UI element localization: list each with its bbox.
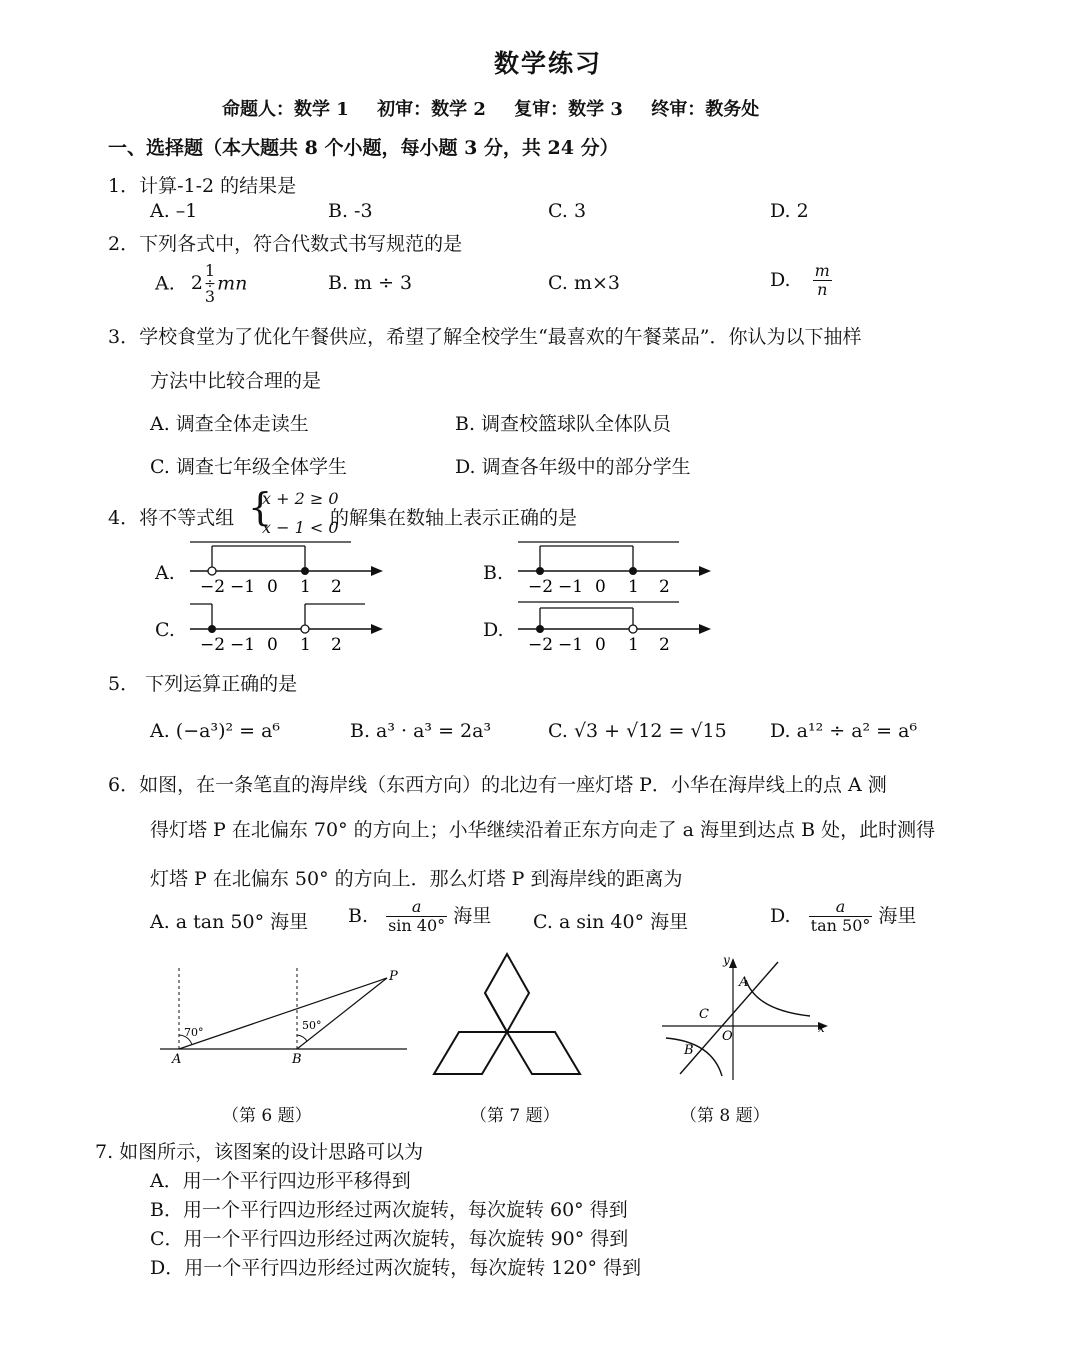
tick-label: −1 bbox=[230, 577, 256, 597]
q4-stem-post: 的解集在数轴上表示正确的是 bbox=[330, 507, 578, 529]
q3-option-b: B. 调查校篮球队全体队员 bbox=[455, 413, 672, 435]
q6-b-denominator: sin 40° bbox=[388, 916, 446, 936]
q5-option-b: B. a³ · a³ = 2a³ bbox=[350, 720, 492, 742]
author-final-review: 终审：教务处 bbox=[651, 99, 760, 120]
q1-option-d: D. 2 bbox=[770, 200, 809, 222]
q7-stem: 7. 如图所示，该图案的设计思路可以为 bbox=[95, 1141, 424, 1163]
figure-7 bbox=[430, 950, 585, 1080]
tick-label: 1 bbox=[628, 577, 639, 597]
q4-label-a: A. bbox=[155, 562, 175, 584]
q6-option-d-label: D. bbox=[770, 904, 791, 927]
tick-label: −1 bbox=[558, 635, 584, 655]
q1-option-c: C. 3 bbox=[548, 200, 587, 222]
tick-label: 2 bbox=[659, 577, 670, 597]
tick-label: 1 bbox=[300, 577, 311, 597]
q6-option-a: A. a tan 50° 海里 bbox=[150, 911, 309, 933]
q7-option-d: D．用一个平行四边形经过两次旋转，每次旋转 120° 得到 bbox=[150, 1257, 642, 1279]
q6-option-b-unit: 海里 bbox=[453, 904, 492, 927]
section-heading: 一、选择题（本大题共 8 个小题，每小题 3 分，共 24 分） bbox=[108, 137, 619, 159]
point-b-label: B bbox=[292, 1052, 302, 1067]
q3-option-a: A. 调查全体走读生 bbox=[150, 413, 309, 435]
tick-label: 0 bbox=[595, 635, 606, 655]
tick-label: 0 bbox=[267, 635, 278, 655]
q2-option-d-label: D. bbox=[770, 268, 791, 291]
point-c-label: C bbox=[699, 1007, 709, 1022]
q7-option-b: B．用一个平行四边形经过两次旋转，每次旋转 60° 得到 bbox=[150, 1199, 628, 1221]
q2-stem: 2．下列各式中，符合代数式书写规范的是 bbox=[108, 233, 463, 255]
q6-option-b-fraction bbox=[386, 898, 447, 936]
author-first-review: 初审：数学 2 bbox=[377, 99, 486, 120]
number-line-a bbox=[185, 538, 385, 598]
point-p-label: P bbox=[389, 969, 398, 984]
q6-option-b-label: B. bbox=[348, 904, 369, 927]
number-line-c bbox=[185, 596, 385, 656]
q2-a-numerator: 1 bbox=[204, 261, 216, 280]
q5-option-a: A. (−a³)² = a⁶ bbox=[150, 720, 281, 742]
q3-stem-line2: 方法中比较合理的是 bbox=[150, 370, 322, 392]
q5-option-c: C. √3 + √12 = √15 bbox=[548, 720, 727, 742]
q1-stem: 1．计算-1-2 的结果是 bbox=[108, 175, 297, 197]
q6-b-numerator: a bbox=[386, 898, 447, 917]
q4-label-d: D. bbox=[483, 619, 504, 641]
q1-option-b: B. -3 bbox=[328, 200, 373, 222]
q3-stem-line1: 3．学校食堂为了优化午餐供应，希望了解全校学生“最喜欢的午餐菜品”．你认为以下抽样 bbox=[108, 326, 862, 348]
angle-70-label: 70° bbox=[184, 1026, 204, 1039]
q6-option-c: C. a sin 40° 海里 bbox=[533, 911, 689, 933]
q5-stem: 5． 下列运算正确的是 bbox=[108, 673, 298, 695]
divide-sign: ÷ bbox=[204, 276, 216, 293]
system-brace: { bbox=[248, 485, 273, 529]
tick-label: −2 bbox=[528, 635, 554, 655]
author-setter: 命题人：数学 1 bbox=[222, 99, 349, 120]
q2-d-denominator: n bbox=[817, 280, 828, 300]
point-b-label: B bbox=[684, 1043, 694, 1058]
q6-d-numerator: a bbox=[809, 898, 873, 917]
q2-option-a-tail: mn bbox=[217, 272, 248, 295]
q2-option-a bbox=[155, 262, 247, 307]
q5-option-d: D. a¹² ÷ a² = a⁶ bbox=[770, 720, 918, 742]
q4-label-b: B. bbox=[483, 562, 504, 584]
tick-label: 2 bbox=[659, 635, 670, 655]
caption-figure-8: （第 8 题） bbox=[680, 1106, 770, 1126]
tick-label: −1 bbox=[230, 635, 256, 655]
q1-option-a: A. –1 bbox=[150, 200, 198, 222]
tick-label: 0 bbox=[595, 577, 606, 597]
q6-option-b bbox=[348, 898, 491, 936]
q6-stem-line1: 6．如图，在一条笔直的海岸线（东西方向）的北边有一座灯塔 P．小华在海岸线上的点 A 测 bbox=[108, 774, 887, 796]
tick-label: −1 bbox=[558, 577, 584, 597]
q4-stem-pre: 4．将不等式组 bbox=[108, 507, 235, 529]
q2-option-b: B. m ÷ 3 bbox=[328, 272, 413, 294]
q4-inequality-2: x − 1 < 0 bbox=[262, 518, 339, 537]
authors-line bbox=[222, 95, 781, 121]
x-axis-label: x bbox=[818, 1021, 825, 1035]
q6-d-denominator: tan 50° bbox=[810, 916, 871, 936]
q2-a-denominator: 3 bbox=[204, 287, 216, 307]
point-a-label: A bbox=[739, 975, 749, 990]
tick-label: −2 bbox=[528, 577, 554, 597]
page-title: 数学练习 bbox=[493, 49, 602, 78]
q6-option-d bbox=[770, 898, 916, 936]
caption-figure-6: （第 6 题） bbox=[222, 1106, 312, 1126]
q2-option-a-fraction bbox=[203, 262, 217, 307]
origin-label: O bbox=[722, 1029, 733, 1044]
tick-label: 1 bbox=[628, 635, 639, 655]
number-line-b bbox=[513, 538, 713, 598]
tick-label: −2 bbox=[200, 577, 226, 597]
q3-option-d: D. 调查各年级中的部分学生 bbox=[455, 456, 691, 478]
q2-option-c: C. m×3 bbox=[548, 272, 620, 294]
tick-label: 2 bbox=[331, 635, 342, 655]
q7-option-a: A．用一个平行四边形平移得到 bbox=[150, 1170, 411, 1192]
tick-label: 0 bbox=[267, 577, 278, 597]
q4-label-c: C. bbox=[155, 619, 175, 641]
y-axis-label: y bbox=[723, 953, 730, 967]
q2-option-a-whole: 2 bbox=[190, 272, 203, 295]
q7-option-c: C．用一个平行四边形经过两次旋转，每次旋转 90° 得到 bbox=[150, 1228, 629, 1250]
caption-figure-7: （第 7 题） bbox=[470, 1106, 560, 1126]
tick-label: 1 bbox=[300, 635, 311, 655]
tick-label: 2 bbox=[331, 577, 342, 597]
q2-option-d bbox=[770, 262, 832, 300]
figure-8 bbox=[660, 952, 835, 1084]
q6-stem-line3: 灯塔 P 在北偏东 50° 的方向上．那么灯塔 P 到海岸线的距离为 bbox=[150, 868, 683, 890]
q2-option-d-fraction bbox=[813, 262, 832, 300]
q3-option-c: C. 调查七年级全体学生 bbox=[150, 456, 347, 478]
tick-label: −2 bbox=[200, 635, 226, 655]
point-a-label: A bbox=[172, 1052, 182, 1067]
angle-50-label: 50° bbox=[302, 1019, 322, 1032]
q6-option-d-fraction bbox=[809, 898, 873, 936]
number-line-d bbox=[513, 596, 713, 656]
q6-stem-line2: 得灯塔 P 在北偏东 70° 的方向上；小华继续沿着正东方向走了 a 海里到达点 B 处，此时测得 bbox=[150, 819, 936, 841]
author-second-review: 复审：数学 3 bbox=[514, 99, 623, 120]
figure-6 bbox=[155, 960, 415, 1070]
q2-d-numerator: m bbox=[814, 261, 830, 280]
q4-inequality-1: x + 2 ≥ 0 bbox=[262, 489, 339, 508]
q6-option-d-unit: 海里 bbox=[878, 904, 917, 927]
q2-option-a-label: A. bbox=[155, 272, 175, 295]
